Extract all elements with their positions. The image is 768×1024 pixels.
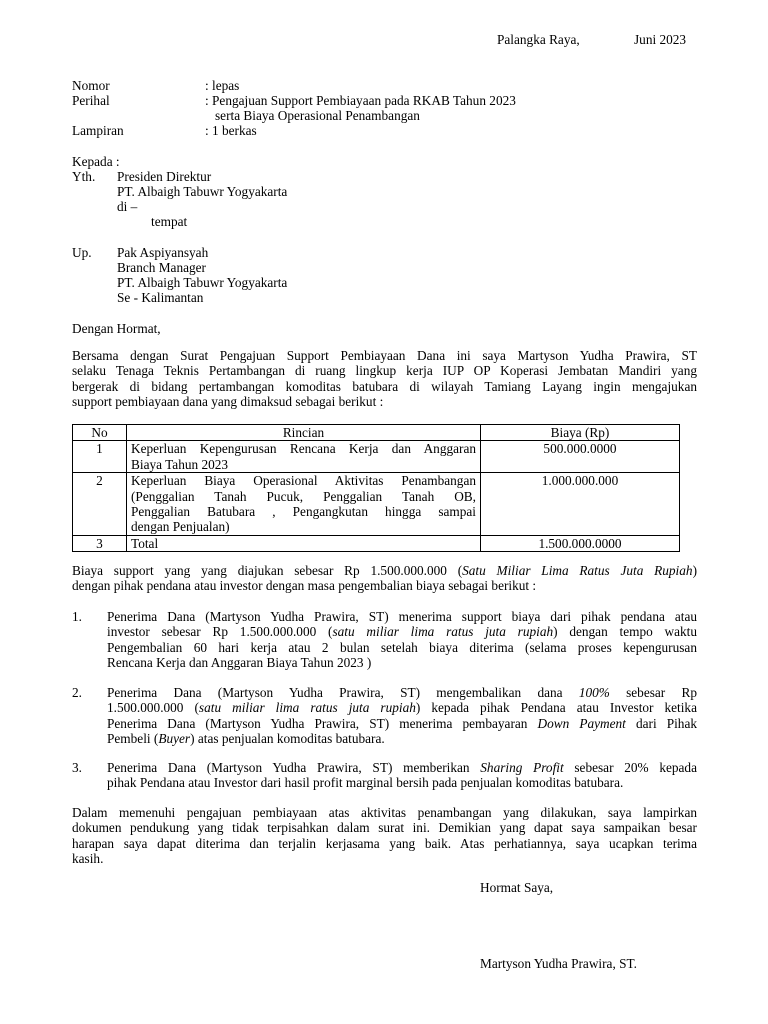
rincian-line: Keperluan Kepengurusan Rencana Kerja dan Anggaran <box>131 441 476 457</box>
point-text: Pembeli ( <box>107 731 159 747</box>
point-text: investor sebesar Rp 1.500.000.000 ( <box>107 624 333 640</box>
point-text: sebesar 20% kepada <box>563 760 697 775</box>
point-line: Rencana Kerja dan Anggaran Biaya Tahun 2023 ) <box>107 655 372 671</box>
attention-line-3: PT. Albaigh Tabuwr Yogyakarta <box>117 275 288 290</box>
point-number: 3. <box>72 760 82 775</box>
kepada-label: Kepada : <box>72 154 120 169</box>
point-line: Pengembalian 60 hari kerja atau 2 bulan setelah biaya diterima (selama proses kepengurusan <box>107 639 697 655</box>
row-no: 3 <box>73 535 127 551</box>
point-line <box>107 700 697 715</box>
table-row <box>73 441 680 473</box>
greeting: Dengan Hormat, <box>72 321 161 336</box>
attention-line-4: Se - Kalimantan <box>117 290 204 305</box>
intro-line: Bersama dengan Surat Pengajuan Support Pembiayaan Dana ini saya Martyson Yudha Prawira, ST <box>72 348 697 363</box>
summary-text: ) <box>692 563 697 578</box>
nomor-value: : lepas <box>205 78 240 93</box>
point-line <box>107 624 697 639</box>
attention-line-2: Branch Manager <box>117 260 206 275</box>
point-paragraph <box>107 609 697 671</box>
up-label: Up. <box>72 245 92 260</box>
point-number: 1. <box>72 609 82 624</box>
nomor-label: Nomor <box>72 78 110 93</box>
point-line <box>107 685 697 700</box>
point-text: Penerima Dana (Martyson Yudha Prawira, ST) mengembalikan dana <box>107 685 579 700</box>
point-paragraph <box>107 760 697 791</box>
recipient-line-1: Presiden Direktur <box>117 169 212 184</box>
point-line <box>107 716 697 731</box>
row-rincian <box>127 473 481 536</box>
row-rincian: Total <box>127 535 481 551</box>
intro-paragraph <box>72 348 697 410</box>
row-no: 2 <box>73 473 127 536</box>
point-text: ) dengan tempo waktu <box>553 624 698 640</box>
rincian-line: Penggalian Batubara , Pengangkutan hingga sampai <box>131 504 476 520</box>
table-row <box>73 535 680 551</box>
recipient-line-2: PT. Albaigh Tabuwr Yogyakarta <box>117 184 288 199</box>
table-header-row <box>73 425 680 441</box>
point-text: dari Pihak <box>625 715 698 731</box>
point-text: 1.500.000.000 ( <box>107 700 199 716</box>
point-text: sebesar Rp <box>609 685 697 700</box>
point-paragraph <box>107 685 697 747</box>
point-text: Penerima Dana (Martyson Yudha Prawira, ST) menerima pembayaran <box>107 715 538 731</box>
signature-salutation: Hormat Saya, <box>480 880 554 895</box>
closing-paragraph <box>72 805 697 867</box>
point-text: Penerima Dana (Martyson Yudha Prawira, ST) memberikan <box>107 760 481 775</box>
summary-paragraph <box>72 563 697 594</box>
row-biaya: 1.000.000.000 <box>481 473 680 536</box>
perihal-value-1: : Pengajuan Support Pembiayaan pada RKAB Tahun 2023 <box>205 93 516 108</box>
closing-line: kasih. <box>72 851 104 867</box>
cost-table <box>72 424 680 552</box>
closing-line: dokumen pendukung yang tidak terpisahkan dalam surat ini. Demikian yang dapat saya sampaikan besar <box>72 820 697 836</box>
closing-line: Dalam memenuhi pengajuan pembiayaan atas aktivitas penambangan yang dilakukan, saya lampirkan <box>72 805 697 820</box>
attention-line-1: Pak Aspiyansyah <box>117 245 209 260</box>
point-text: ) kepada pihak Pendana atau Investor ketika <box>415 700 697 716</box>
perihal-value-2: serta Biaya Operasional Penambangan <box>215 108 420 123</box>
row-rincian <box>127 441 481 473</box>
lampiran-label: Lampiran <box>72 123 124 138</box>
header-no: No <box>73 425 127 441</box>
point-italic: Down Payment <box>537 715 626 731</box>
point-text: ) atas penjualan komoditas batubara. <box>190 731 385 747</box>
point-italic: Buyer <box>158 731 191 747</box>
recipient-line-4: tempat <box>151 214 188 229</box>
point-italic: 100% <box>578 685 610 700</box>
point-italic: Sharing Profit <box>480 760 564 775</box>
header-biaya: Biaya (Rp) <box>481 425 680 441</box>
point-number: 2. <box>72 685 82 700</box>
rincian-line: Biaya Tahun 2023 <box>131 456 229 472</box>
rincian-line: dengan Penjualan) <box>131 519 230 535</box>
rincian-line: Keperluan Biaya Operasional Aktivitas Penambangan <box>131 473 476 489</box>
row-biaya: 500.000.0000 <box>481 441 680 473</box>
closing-line: harapan saya dapat diterima dan terjalin kerjasama yang baik. Atas perhatiannya, saya ucapkan terima <box>72 835 697 851</box>
lampiran-value: : 1 berkas <box>205 123 257 138</box>
point-line <box>107 731 697 746</box>
intro-line: selaku Tenaga Teknis Pertambangan di ruang lingkup kerja IUP OP Koperasi Jembatan Mandiri yang <box>72 363 697 379</box>
row-biaya: 1.500.000.0000 <box>481 535 680 551</box>
table-row <box>73 473 680 536</box>
point-line: Penerima Dana (Martyson Yudha Prawira, ST) menerima support biaya dari pihak pendana atau <box>107 609 697 624</box>
perihal-label: Perihal <box>72 93 110 108</box>
yth-label: Yth. <box>72 169 96 184</box>
rincian-line: (Penggalian Tanah Pucuk, Penggalian Tanah OB, <box>131 488 476 504</box>
point-line: pihak Pendana atau Investor dari hasil profit marginal bersih pada penjualan komoditas batubara. <box>107 775 624 791</box>
letter-place: Palangka Raya, <box>497 32 580 47</box>
summary-line <box>72 563 697 578</box>
signature-name: Martyson Yudha Prawira, ST. <box>480 956 637 971</box>
header-rincian: Rincian <box>127 425 481 441</box>
summary-line: dengan pihak pendana atau investor dengan masa pengembalian biaya sebagai berikut : <box>72 578 537 594</box>
summary-italic: Satu Miliar Lima Ratus Juta Rupiah <box>462 563 693 578</box>
point-line <box>107 760 697 775</box>
letter-date: Juni 2023 <box>634 32 687 47</box>
point-italic: satu miliar lima ratus juta rupiah <box>332 624 554 640</box>
recipient-line-3: di – <box>117 199 138 214</box>
summary-text: Biaya support yang yang diajukan sebesar Rp 1.500.000.000 ( <box>72 563 463 578</box>
row-no: 1 <box>73 441 127 473</box>
intro-line: bergerak di bidang pertambangan komoditas batubara di wilayah Tamiang Layang ingin mengajukan <box>72 378 697 394</box>
intro-line: support pembiayaan dana yang dimaksud sebagai berikut : <box>72 394 384 410</box>
point-italic: satu miliar lima ratus juta rupiah <box>198 700 416 716</box>
